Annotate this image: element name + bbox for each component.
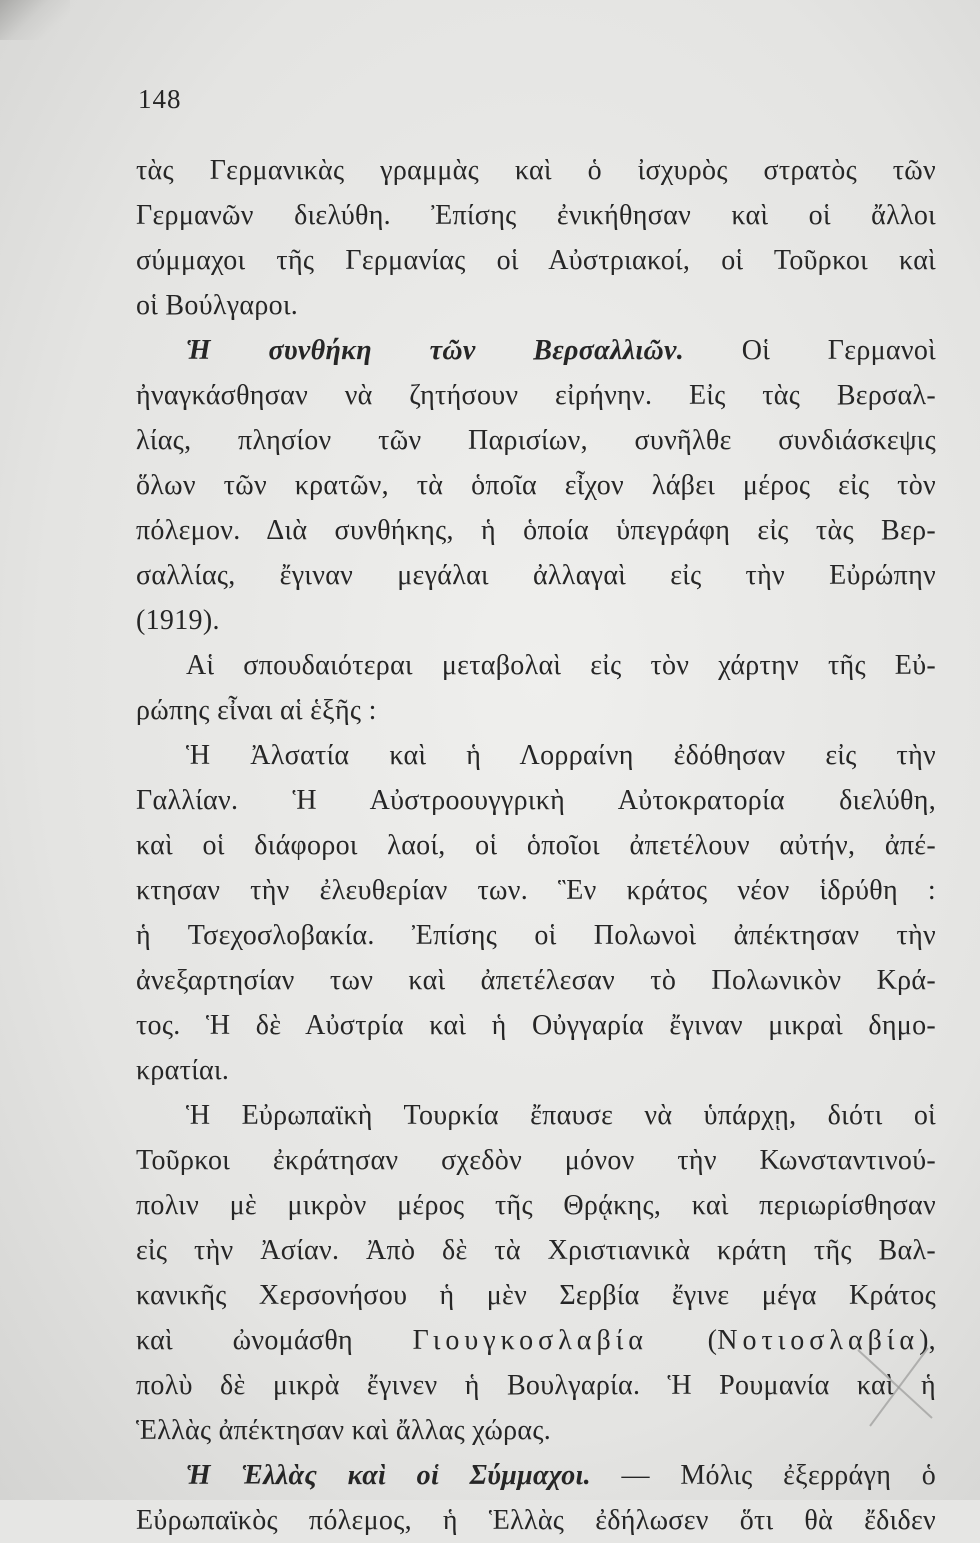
section-heading: Ἡ Ἑλλὰς καὶ οἱ Σύμμαχοι. [186,1460,591,1491]
text-segment: ἠναγκάσθησαν νὰ ζητήσουν εἰρήνην. Εἰς τὰς Βερσαλ- [136,380,936,411]
text-line [136,913,936,958]
text-segment: Γαλλίαν. Ἡ Αὐστροουγγρικὴ Αὐτοκρατορία διελύθη, [136,785,936,816]
body-text [118,148,938,1543]
text-line [136,508,936,553]
text-line [136,1408,936,1453]
text-line [136,1048,936,1093]
text-segment: τὰς Γερμανικὰς γραμμὰς καὶ ὁ ἰσχυρὸς στρατὸς τῶν [136,155,936,186]
text-line [136,283,936,328]
text-line [186,643,936,688]
text-line [136,1138,936,1183]
text-line [136,553,936,598]
text-segment: Γιουγκοσλαβία [412,1325,648,1356]
text-line [136,1228,936,1273]
text-line [136,1363,936,1408]
text-segment: κτησαν τὴν ἐλευθερίαν των. Ἓν κράτος νέον ἱδρύθη : [136,875,936,906]
text-segment: Εὐρωπαϊκὸς πόλεμος, ἡ Ἑλλὰς ἐδήλωσεν ὅτι θὰ ἔδιδεν [136,1505,936,1536]
text-segment: καὶ οἱ διάφοροι λαοί, οἱ ὁποῖοι ἀπετέλουν αὐτήν, ἀπέ- [136,830,936,861]
text-segment: Οἱ Γερμανοὶ [684,335,936,366]
text-segment: σαλλίας, ἔγιναν μεγάλαι ἀλλαγαὶ εἰς τὴν Εὐρώπην [136,560,936,591]
text-line [186,1093,936,1138]
text-line [186,733,936,778]
text-line [136,1183,936,1228]
text-segment: σύμμαχοι τῆς Γερμανίας οἱ Αὐστριακοί, οἱ Τοῦρκοι καὶ [136,245,936,276]
text-segment: Ἑλλὰς ἀπέκτησαν καὶ ἄλλας χώρας. [136,1415,552,1446]
page-number: 148 [138,84,182,114]
text-segment: ), [919,1325,936,1356]
text-line [136,598,936,643]
text-line [136,238,936,283]
text-segment: ὅλων τῶν κρατῶν, τὰ ὁποῖα εἶχον λάβει μέρος εἰς τὸν [136,470,936,501]
text-segment: καὶ ὠνομάσθη [136,1325,413,1356]
section-heading: Ἡ συνθήκη τῶν Βερσαλλιῶν. [186,335,685,366]
text-line [136,688,936,733]
text-line [136,1003,936,1048]
text-line [136,1318,936,1363]
text-segment: — Μόλις ἐξερράγη ὁ [590,1460,936,1491]
text-line [136,418,936,463]
text-segment: Ἡ Εὐρωπαϊκὴ Τουρκία ἔπαυσε νὰ ὑπάρχῃ, διότι οἱ [186,1100,936,1131]
text-line [136,148,936,193]
text-line [136,373,936,418]
text-line [136,193,936,238]
text-segment: κανικῆς Χερσονήσου ἡ μὲν Σερβία ἔγινε μέγα Κράτος [136,1280,936,1311]
text-segment: Γερμανῶν διελύθη. Ἐπίσης ἐνικήθησαν καὶ οἱ ἄλλοι [136,200,936,231]
text-line [136,1273,936,1318]
text-segment: οἱ Βούλγαροι. [136,290,299,321]
text-segment: Νοτιοσλαβία [717,1325,920,1356]
text-segment: πολιν μὲ μικρὸν μέρος τῆς Θρᾴκης, καὶ περιωρίσθησαν [136,1190,936,1221]
text-line [136,1498,936,1543]
text-segment: κρατίαι. [136,1055,230,1086]
text-line [136,823,936,868]
text-segment: ( [647,1325,718,1356]
text-segment: πολὺ δὲ μικρὰ ἔγινεν ἡ Βουλγαρία. Ἡ Ρουμανία καὶ ἡ [136,1370,936,1401]
text-line [136,868,936,913]
text-segment: (1919). [136,605,220,636]
page-corner-shadow [0,0,70,40]
text-segment: ἡ Τσεχοσλοβακία. Ἐπίσης οἱ Πολωνοὶ ἀπέκτησαν τὴν [136,920,936,951]
text-line [136,463,936,508]
text-line [136,778,936,823]
text-segment: τος. Ἡ δὲ Αὐστρία καὶ ἡ Οὐγγαρία ἔγιναν μικραὶ δημο- [136,1010,936,1041]
pencil-cross-mark [840,1330,950,1440]
text-segment: λίας, πλησίον τῶν Παρισίων, συνῆλθε συνδιάσκεψις [136,425,936,456]
text-segment: Ἡ Ἀλσατία καὶ ἡ Λορραίνη ἐδόθησαν εἰς τὴν [186,740,936,771]
text-line [186,1453,936,1498]
text-segment: Αἱ σπουδαιότεραι μεταβολαὶ εἰς τὸν χάρτην τῆς Εὐ- [186,650,936,681]
text-segment: Τοῦρκοι ἐκράτησαν σχεδὸν μόνον τὴν Κωνσταντινού- [136,1145,936,1176]
text-segment: ρώπης εἶναι αἱ ἑξῆς : [136,695,377,726]
text-line [186,328,936,373]
text-segment: πόλεμον. Διὰ συνθήκης, ἡ ὁποία ὑπεγράφη εἰς τὰς Βερ- [136,515,936,546]
text-segment: εἰς τὴν Ἀσίαν. Ἀπὸ δὲ τὰ Χριστιανικὰ κράτη τῆς Βαλ- [136,1235,936,1266]
text-segment: ἀνεξαρτησίαν των καὶ ἀπετέλεσαν τὸ Πολωνικὸν Κρά- [136,965,936,996]
text-line [136,958,936,1003]
